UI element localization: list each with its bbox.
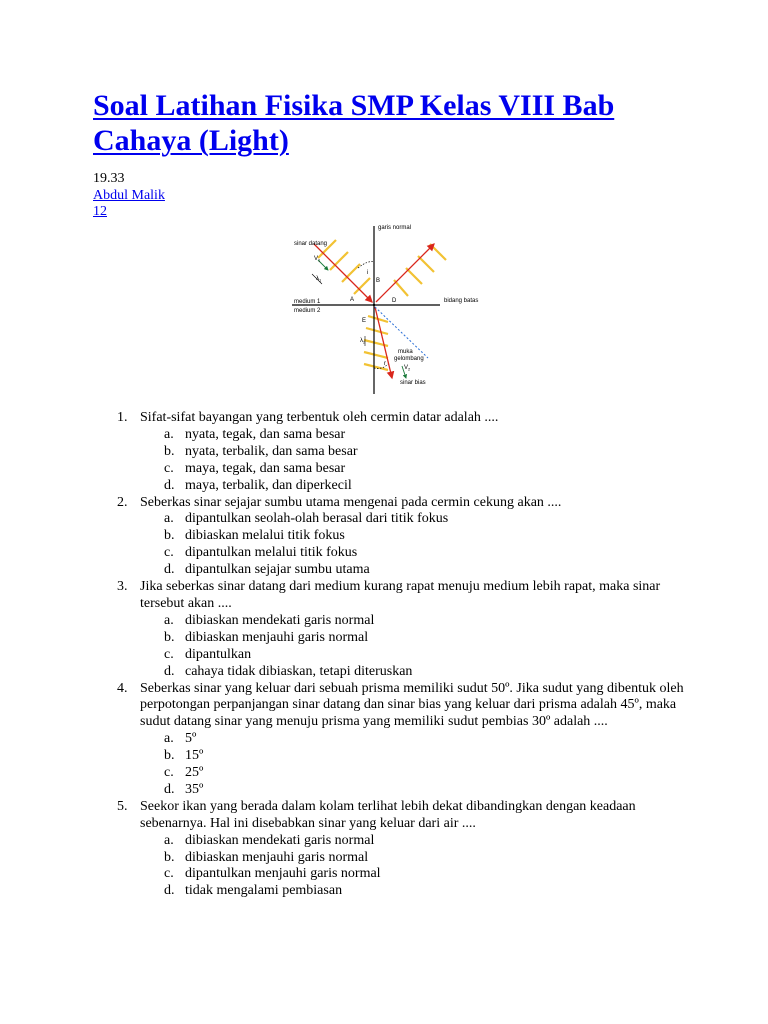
- question-item: [100, 799, 700, 900]
- option-text: dipantulkan: [185, 646, 252, 662]
- question-text: Seekor ikan yang berada dalam kolam terlihat lebih dekat dibandingkan dengan keadaan sebenarnya. Hal ini disebabkan sinar yang keluar dari air ....: [140, 798, 636, 831]
- option-text: dibiaskan melalui titik fokus: [185, 528, 345, 544]
- label-garis-normal: garis normal: [378, 225, 412, 231]
- answer-option: [140, 613, 700, 630]
- post-time: 19.33: [93, 171, 125, 186]
- reflected-wavefronts: [394, 244, 446, 296]
- option-letter: a.: [164, 832, 174, 848]
- label-i: i: [367, 270, 369, 276]
- answer-option: [140, 833, 700, 850]
- label-gelombang: gelombang: [394, 356, 424, 362]
- option-text: maya, terbalik, dan diperkecil: [185, 477, 352, 493]
- answer-options: [140, 511, 700, 579]
- answer-option: [140, 731, 700, 748]
- option-letter: c.: [164, 545, 174, 561]
- option-letter: b.: [164, 528, 175, 544]
- answer-options: [140, 427, 700, 495]
- question-text: Seberkas sinar sejajar sumbu utama mengenai pada cermin cekung akan ....: [140, 494, 562, 510]
- option-letter: c.: [164, 866, 174, 882]
- option-letter: b.: [164, 629, 175, 645]
- answer-option: [140, 511, 700, 528]
- question-number: 3.: [117, 579, 128, 595]
- option-text: dibiaskan mendekati garis normal: [185, 612, 375, 628]
- answer-option: [140, 748, 700, 765]
- question-number: 1.: [117, 410, 128, 425]
- answer-option: [140, 765, 700, 782]
- post-comments-link[interactable]: 12: [93, 204, 107, 219]
- option-letter: a.: [164, 612, 174, 628]
- post-title-line-2[interactable]: Cahaya (Light): [93, 124, 289, 157]
- post-title-link[interactable]: [93, 88, 693, 158]
- label-e: E: [362, 318, 367, 324]
- label-a: A: [350, 297, 355, 303]
- question-number: 4.: [117, 680, 128, 696]
- question-text: Sifat-sifat bayangan yang terbentuk oleh cermin datar adalah ....: [140, 410, 499, 425]
- question-item: [100, 410, 700, 495]
- answer-option: [140, 444, 700, 461]
- label-r: r: [384, 361, 386, 367]
- question-text: Jika seberkas sinar datang dari medium kurang rapat menuju medium lebih rapat, maka sinar tersebut akan ....: [140, 579, 661, 611]
- option-text: nyata, tegak, dan sama besar: [185, 426, 346, 442]
- option-text: 15º: [185, 748, 204, 764]
- label-lambda2: $\lambda_2$: [360, 338, 366, 345]
- answer-option: [140, 850, 700, 867]
- post-author-link[interactable]: Abdul Malik: [93, 187, 165, 203]
- answer-option: [140, 647, 700, 664]
- answer-option: [140, 866, 700, 883]
- option-letter: d.: [164, 562, 175, 578]
- option-letter: b.: [164, 443, 175, 459]
- label-b: B: [376, 278, 381, 284]
- option-text: dipantulkan melalui titik fokus: [185, 545, 358, 561]
- question-text: Seberkas sinar yang keluar dari sebuah prisma memiliki sudut 50º. Jika sudut yang dibentuk oleh perpotongan perpanjangan sinar datang dan sinar bias yang keluar dari prisma adalah 45º, maka sudut datang sinar yang menuju prisma yang memiliki sudut pembias 30º adalah ....: [140, 680, 684, 730]
- question-number: 5.: [117, 798, 128, 814]
- answer-option: [140, 562, 700, 579]
- answer-option: [140, 545, 700, 562]
- answer-option: [140, 528, 700, 545]
- refraction-diagram-svg: [288, 218, 488, 396]
- answer-options: [140, 613, 700, 681]
- option-letter: c.: [164, 646, 174, 662]
- label-lambda1: $\lambda_1$: [316, 276, 322, 283]
- option-text: dipantulkan seolah-olah berasal dari titik fokus: [185, 511, 449, 527]
- label-bidang-batas: bidang batas: [444, 298, 479, 304]
- option-letter: c.: [164, 765, 174, 781]
- option-text: 25º: [185, 765, 204, 781]
- option-letter: d.: [164, 883, 175, 899]
- label-sinar-bias: sinar bias: [400, 380, 426, 386]
- option-letter: d.: [164, 781, 175, 797]
- option-text: cahaya tidak dibiaskan, tetapi diteruskan: [185, 663, 413, 679]
- option-text: dibiaskan menjauhi garis normal: [185, 629, 369, 645]
- label-muka: muka: [398, 349, 413, 355]
- question-item: [100, 681, 700, 799]
- answer-option: [140, 630, 700, 647]
- option-text: tidak mengalami pembiasan: [185, 883, 343, 899]
- incident-wavefronts: [318, 240, 370, 294]
- option-letter: a.: [164, 731, 174, 747]
- option-letter: a.: [164, 426, 174, 442]
- label-sinar-datang: sinar datang: [294, 241, 328, 247]
- question-item: [100, 579, 700, 680]
- answer-option: [140, 782, 700, 799]
- answer-options: [140, 833, 700, 901]
- refraction-diagram: [288, 218, 488, 396]
- incident-ray: [314, 244, 372, 302]
- label-v1: $V_1$: [314, 256, 321, 263]
- option-letter: a.: [164, 511, 174, 527]
- answer-option: [140, 883, 700, 900]
- option-text: nyata, terbalik, dan sama besar: [185, 443, 358, 459]
- answer-option: [140, 478, 700, 495]
- label-medium-2: medium 2: [294, 308, 321, 314]
- question-list: [100, 410, 700, 900]
- option-text: 35º: [185, 781, 204, 797]
- label-v2: $V_2$: [404, 365, 411, 372]
- option-text: maya, tegak, dan sama besar: [185, 460, 346, 476]
- option-text: dibiaskan menjauhi garis normal: [185, 849, 369, 865]
- answer-options: [140, 731, 700, 799]
- question-item: [100, 495, 700, 580]
- point-d: [373, 304, 375, 306]
- option-text: dipantulkan sejajar sumbu utama: [185, 562, 370, 578]
- option-text: dibiaskan mendekati garis normal: [185, 832, 375, 848]
- answer-option: [140, 664, 700, 681]
- question-number: 2.: [117, 494, 128, 510]
- option-letter: c.: [164, 460, 174, 476]
- option-letter: d.: [164, 663, 175, 679]
- post-meta: [93, 171, 165, 221]
- answer-option: [140, 427, 700, 444]
- option-text: dipantulkan menjauhi garis normal: [185, 866, 381, 882]
- option-text: 5º: [185, 731, 197, 747]
- option-letter: b.: [164, 849, 175, 865]
- label-d: D: [392, 298, 397, 304]
- answer-option: [140, 461, 700, 478]
- label-medium-1: medium 1: [294, 299, 321, 305]
- post-title-line-1[interactable]: Soal Latihan Fisika SMP Kelas VIII Bab: [93, 89, 615, 122]
- option-letter: b.: [164, 748, 175, 764]
- option-letter: d.: [164, 477, 175, 493]
